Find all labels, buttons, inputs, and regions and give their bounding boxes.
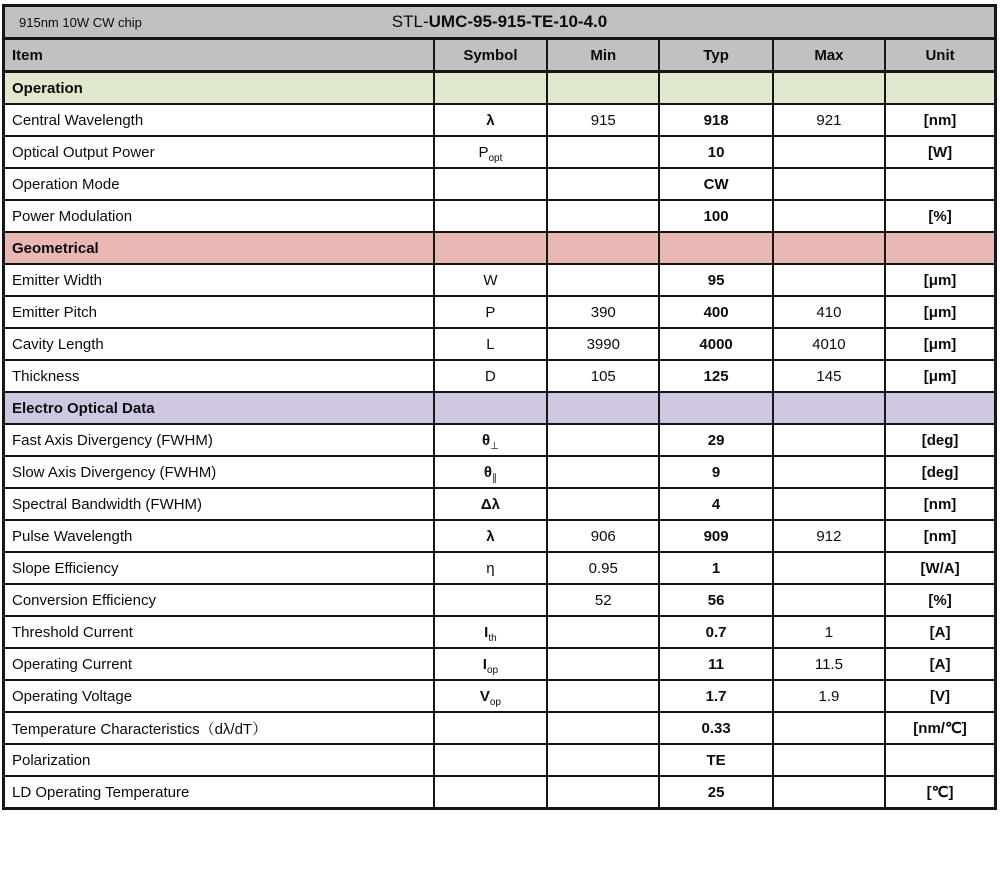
item-cell: Polarization bbox=[4, 744, 434, 776]
max-cell bbox=[773, 744, 885, 776]
section-cell bbox=[434, 72, 547, 105]
symbol-cell bbox=[434, 488, 547, 520]
item-cell: Optical Output Power bbox=[4, 136, 434, 168]
item-cell: Thickness bbox=[4, 360, 434, 392]
symbol-cell bbox=[434, 168, 547, 200]
table-row bbox=[4, 552, 996, 584]
unit-cell: [%] bbox=[885, 584, 995, 616]
table-row bbox=[4, 136, 996, 168]
unit-cell: [nm] bbox=[885, 520, 995, 552]
symbol-text: V bbox=[479, 687, 490, 705]
symbol-text: L bbox=[486, 335, 495, 353]
model-number-title bbox=[5, 12, 994, 32]
table-row bbox=[4, 264, 996, 296]
symbol-text: θ bbox=[482, 431, 491, 449]
unit-cell: [nm/℃] bbox=[885, 712, 995, 744]
typ-cell: 1 bbox=[659, 552, 772, 584]
min-cell bbox=[547, 680, 659, 712]
table-row bbox=[4, 744, 996, 776]
max-cell: 4010 bbox=[773, 328, 885, 360]
table-row bbox=[4, 200, 996, 232]
table-row bbox=[4, 104, 996, 136]
min-cell bbox=[547, 616, 659, 648]
unit-cell: [%] bbox=[885, 200, 995, 232]
symbol-text: η bbox=[486, 559, 495, 577]
max-cell: 1 bbox=[773, 616, 885, 648]
symbol-cell bbox=[434, 200, 547, 232]
unit-cell: [V] bbox=[885, 680, 995, 712]
min-cell bbox=[547, 776, 659, 809]
table-row bbox=[4, 456, 996, 488]
symbol-text: D bbox=[485, 367, 496, 385]
symbol-cell bbox=[434, 616, 547, 648]
unit-cell: [nm] bbox=[885, 488, 995, 520]
table-row bbox=[4, 776, 996, 809]
table-row bbox=[4, 488, 996, 520]
max-cell: 921 bbox=[773, 104, 885, 136]
unit-cell: [μm] bbox=[885, 296, 995, 328]
typ-cell: CW bbox=[659, 168, 772, 200]
symbol-cell bbox=[434, 104, 547, 136]
symbol-text: I bbox=[484, 623, 489, 641]
table-row bbox=[4, 296, 996, 328]
symbol-subscript: th bbox=[488, 632, 497, 644]
max-cell bbox=[773, 712, 885, 744]
item-cell: Operating Current bbox=[4, 648, 434, 680]
max-cell bbox=[773, 584, 885, 616]
item-cell: Emitter Width bbox=[4, 264, 434, 296]
table-row bbox=[4, 424, 996, 456]
unit-cell: [deg] bbox=[885, 456, 995, 488]
symbol-cell bbox=[434, 296, 547, 328]
section-row bbox=[4, 392, 996, 424]
table-row bbox=[4, 360, 996, 392]
symbol-subscript: op bbox=[489, 696, 501, 708]
unit-cell: [A] bbox=[885, 648, 995, 680]
symbol-cell bbox=[434, 712, 547, 744]
typ-cell: 100 bbox=[659, 200, 772, 232]
table-row bbox=[4, 328, 996, 360]
item-cell: Power Modulation bbox=[4, 200, 434, 232]
section-cell bbox=[885, 232, 995, 264]
section-cell bbox=[659, 72, 772, 105]
section-cell bbox=[773, 392, 885, 424]
max-cell: 912 bbox=[773, 520, 885, 552]
typ-cell: 95 bbox=[659, 264, 772, 296]
typ-cell: 400 bbox=[659, 296, 772, 328]
symbol-cell bbox=[434, 520, 547, 552]
symbol-text: λ bbox=[486, 527, 495, 545]
table-row bbox=[4, 712, 996, 744]
symbol-subscript: ⊥ bbox=[490, 440, 499, 452]
typ-cell: TE bbox=[659, 744, 772, 776]
section-cell bbox=[547, 232, 659, 264]
chip-type-label: 915nm 10W CW chip bbox=[19, 14, 142, 30]
section-row bbox=[4, 232, 996, 264]
min-cell: 390 bbox=[547, 296, 659, 328]
min-cell bbox=[547, 744, 659, 776]
section-cell bbox=[659, 232, 772, 264]
min-cell bbox=[547, 264, 659, 296]
section-cell bbox=[434, 232, 547, 264]
typ-cell: 4000 bbox=[659, 328, 772, 360]
spec-table-body bbox=[4, 72, 996, 809]
min-cell bbox=[547, 424, 659, 456]
title-row bbox=[4, 6, 996, 39]
max-cell bbox=[773, 552, 885, 584]
max-cell bbox=[773, 200, 885, 232]
symbol-cell bbox=[434, 328, 547, 360]
max-cell bbox=[773, 136, 885, 168]
typ-cell: 0.33 bbox=[659, 712, 772, 744]
section-cell bbox=[885, 72, 995, 105]
column-header-item: Item bbox=[4, 39, 434, 72]
unit-cell: [μm] bbox=[885, 328, 995, 360]
section-cell: Geometrical bbox=[4, 232, 434, 264]
typ-cell: 11 bbox=[659, 648, 772, 680]
section-row bbox=[4, 72, 996, 105]
symbol-subscript: ∥ bbox=[491, 472, 497, 484]
max-cell bbox=[773, 456, 885, 488]
model-number: UMC-95-915-TE-10-4.0 bbox=[428, 12, 608, 31]
typ-cell: 29 bbox=[659, 424, 772, 456]
symbol-text: W bbox=[483, 271, 498, 289]
column-header-max: Max bbox=[773, 39, 885, 72]
item-cell: Central Wavelength bbox=[4, 104, 434, 136]
typ-cell: 9 bbox=[659, 456, 772, 488]
unit-cell: [W/A] bbox=[885, 552, 995, 584]
max-cell: 145 bbox=[773, 360, 885, 392]
table-row bbox=[4, 648, 996, 680]
max-cell bbox=[773, 264, 885, 296]
symbol-cell bbox=[434, 648, 547, 680]
column-header-min: Min bbox=[547, 39, 659, 72]
min-cell bbox=[547, 200, 659, 232]
table-row bbox=[4, 616, 996, 648]
item-cell: Pulse Wavelength bbox=[4, 520, 434, 552]
max-cell: 410 bbox=[773, 296, 885, 328]
item-cell: Emitter Pitch bbox=[4, 296, 434, 328]
model-prefix: STL- bbox=[391, 12, 429, 31]
min-cell: 105 bbox=[547, 360, 659, 392]
min-cell: 915 bbox=[547, 104, 659, 136]
max-cell: 1.9 bbox=[773, 680, 885, 712]
typ-cell: 4 bbox=[659, 488, 772, 520]
column-header-typ: Typ bbox=[659, 39, 772, 72]
min-cell bbox=[547, 168, 659, 200]
title-bar bbox=[4, 6, 996, 39]
unit-cell: [nm] bbox=[885, 104, 995, 136]
unit-cell: [℃] bbox=[885, 776, 995, 809]
min-cell bbox=[547, 712, 659, 744]
column-header-symbol: Symbol bbox=[434, 39, 547, 72]
max-cell bbox=[773, 776, 885, 809]
item-cell: Operation Mode bbox=[4, 168, 434, 200]
unit-cell bbox=[885, 168, 995, 200]
symbol-cell bbox=[434, 136, 547, 168]
symbol-cell bbox=[434, 680, 547, 712]
typ-cell: 10 bbox=[659, 136, 772, 168]
min-cell bbox=[547, 648, 659, 680]
unit-cell: [W] bbox=[885, 136, 995, 168]
typ-cell: 918 bbox=[659, 104, 772, 136]
max-cell bbox=[773, 424, 885, 456]
table-row bbox=[4, 584, 996, 616]
typ-cell: 25 bbox=[659, 776, 772, 809]
max-cell bbox=[773, 488, 885, 520]
unit-cell: [A] bbox=[885, 616, 995, 648]
section-cell: Electro Optical Data bbox=[4, 392, 434, 424]
typ-cell: 0.7 bbox=[659, 616, 772, 648]
min-cell: 3990 bbox=[547, 328, 659, 360]
symbol-cell bbox=[434, 264, 547, 296]
spec-table bbox=[2, 4, 997, 810]
symbol-cell bbox=[434, 552, 547, 584]
unit-cell bbox=[885, 744, 995, 776]
min-cell: 0.95 bbox=[547, 552, 659, 584]
section-cell: Operation bbox=[4, 72, 434, 105]
symbol-text: I bbox=[482, 655, 487, 673]
symbol-cell bbox=[434, 424, 547, 456]
unit-cell: [μm] bbox=[885, 360, 995, 392]
typ-cell: 1.7 bbox=[659, 680, 772, 712]
symbol-cell bbox=[434, 584, 547, 616]
table-row bbox=[4, 520, 996, 552]
table-row bbox=[4, 168, 996, 200]
section-cell bbox=[547, 392, 659, 424]
section-cell bbox=[659, 392, 772, 424]
max-cell bbox=[773, 168, 885, 200]
unit-cell: [μm] bbox=[885, 264, 995, 296]
symbol-text: θ bbox=[483, 463, 492, 481]
symbol-cell bbox=[434, 456, 547, 488]
symbol-subscript: opt bbox=[488, 152, 503, 164]
item-cell: Spectral Bandwidth (FWHM) bbox=[4, 488, 434, 520]
section-cell bbox=[547, 72, 659, 105]
item-cell: Operating Voltage bbox=[4, 680, 434, 712]
table-row bbox=[4, 680, 996, 712]
typ-cell: 125 bbox=[659, 360, 772, 392]
symbol-text: P bbox=[485, 303, 496, 321]
item-cell: Cavity Length bbox=[4, 328, 434, 360]
section-cell bbox=[773, 232, 885, 264]
max-cell: 11.5 bbox=[773, 648, 885, 680]
section-cell bbox=[773, 72, 885, 105]
min-cell bbox=[547, 136, 659, 168]
min-cell bbox=[547, 488, 659, 520]
typ-cell: 56 bbox=[659, 584, 772, 616]
typ-cell: 909 bbox=[659, 520, 772, 552]
item-cell: Fast Axis Divergency (FWHM) bbox=[4, 424, 434, 456]
symbol-cell bbox=[434, 776, 547, 809]
section-cell bbox=[434, 392, 547, 424]
item-cell: Conversion Efficiency bbox=[4, 584, 434, 616]
min-cell: 52 bbox=[547, 584, 659, 616]
column-header-row bbox=[4, 39, 996, 72]
section-cell bbox=[885, 392, 995, 424]
item-cell: Temperature Characteristics（dλ/dT） bbox=[4, 712, 434, 744]
item-cell: Slope Efficiency bbox=[4, 552, 434, 584]
unit-cell: [deg] bbox=[885, 424, 995, 456]
symbol-subscript: op bbox=[486, 664, 499, 676]
min-cell: 906 bbox=[547, 520, 659, 552]
column-header-unit: Unit bbox=[885, 39, 995, 72]
symbol-cell bbox=[434, 360, 547, 392]
symbol-text: P bbox=[478, 143, 489, 161]
symbol-cell bbox=[434, 744, 547, 776]
symbol-text: Δλ bbox=[480, 495, 500, 513]
symbol-text: λ bbox=[486, 111, 495, 129]
item-cell: Threshold Current bbox=[4, 616, 434, 648]
item-cell: LD Operating Temperature bbox=[4, 776, 434, 809]
item-cell: Slow Axis Divergency (FWHM) bbox=[4, 456, 434, 488]
min-cell bbox=[547, 456, 659, 488]
